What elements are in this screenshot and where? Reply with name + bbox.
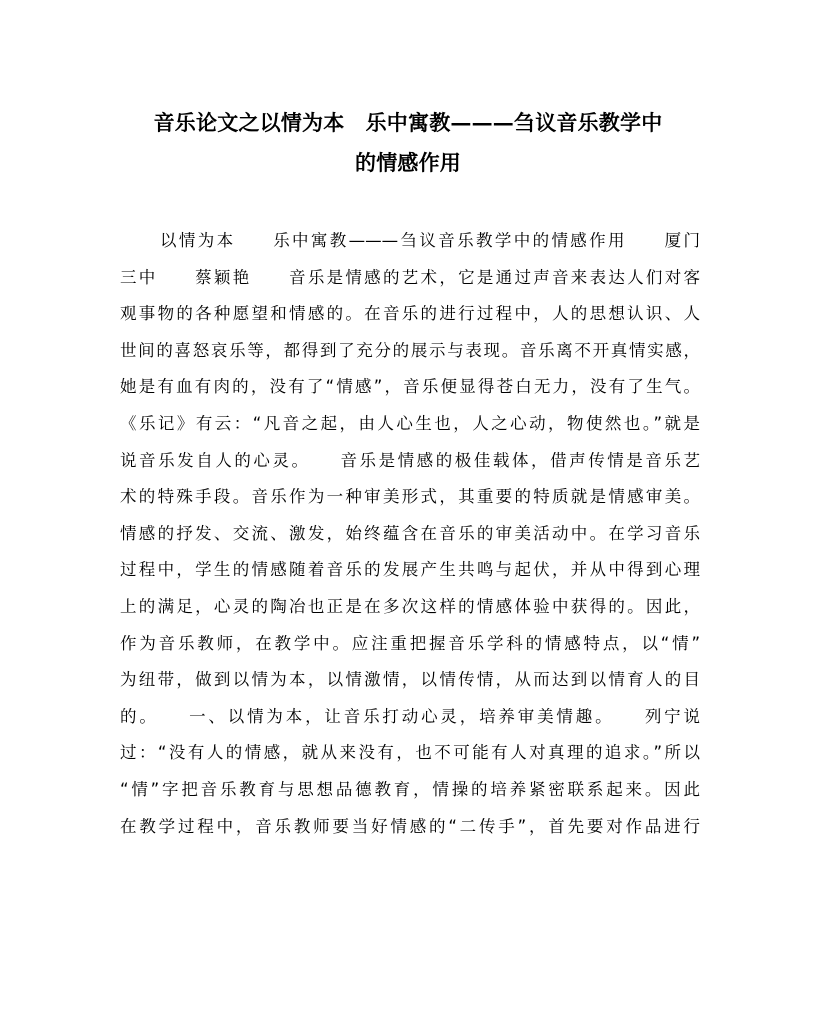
body-line: 过程中，学生的情感随着音乐的发展产生共鸣与起伏，并从中得到心理 [120, 560, 700, 580]
body-line: 以情为本 乐中寓教———刍议音乐教学中的情感作用 厦门 [160, 231, 700, 250]
body-line: 术的特殊手段。音乐作为一种审美形式，其重要的特质就是情感审美。 [120, 487, 700, 507]
body-line: 《乐记》有云：“凡音之起，由人心生也，人之心动，物使然也。”就是 [120, 413, 700, 433]
body-line: 世间的喜怒哀乐等，都得到了充分的展示与表现。音乐离不开真情实感， [120, 340, 700, 360]
body-line: 三中 蔡颖艳 音乐是情感的艺术，它是通过声音来表达人们对客 [120, 267, 700, 287]
document-title [100, 103, 716, 183]
body-line: 的。 一、以情为本，让音乐打动心灵，培养审美情趣。 列宁说 [120, 706, 700, 726]
body-line: 上的满足，心灵的陶冶也正是在多次这样的情感体验中获得的。因此， [120, 596, 700, 616]
body-line: 说音乐发自人的心灵。 音乐是情感的极佳载体，借声传情是音乐艺 [120, 450, 700, 470]
body-line: 为纽带，做到以情为本，以情激情，以情传情，从而达到以情育人的目 [120, 670, 700, 690]
body-line: 过：“没有人的情感，就从来没有，也不可能有人对真理的追求。”所以 [120, 743, 700, 763]
body-line: 她是有血有肉的，没有了“情感”，音乐便显得苍白无力，没有了生气。 [120, 377, 700, 397]
body-line: 作为音乐教师，在教学中。应注重把握音乐学科的情感特点，以“情” [120, 633, 700, 653]
title-line: 的情感作用 [355, 150, 461, 175]
title-line: 音乐论文之以情为本 乐中寓教———刍议音乐教学中 [153, 110, 663, 135]
body-line: 在教学过程中，音乐教师要当好情感的“二传手”，首先要对作品进行 [120, 816, 700, 836]
body-line: “情”字把音乐教育与思想品德教育，情操的培养紧密联系起来。因此 [120, 779, 700, 799]
body-line: 观事物的各种愿望和情感的。在音乐的进行过程中，人的思想认识、人 [120, 304, 700, 324]
document-body [120, 223, 700, 845]
body-line: 情感的抒发、交流、激发，始终蕴含在音乐的审美活动中。在学习音乐 [120, 523, 700, 543]
